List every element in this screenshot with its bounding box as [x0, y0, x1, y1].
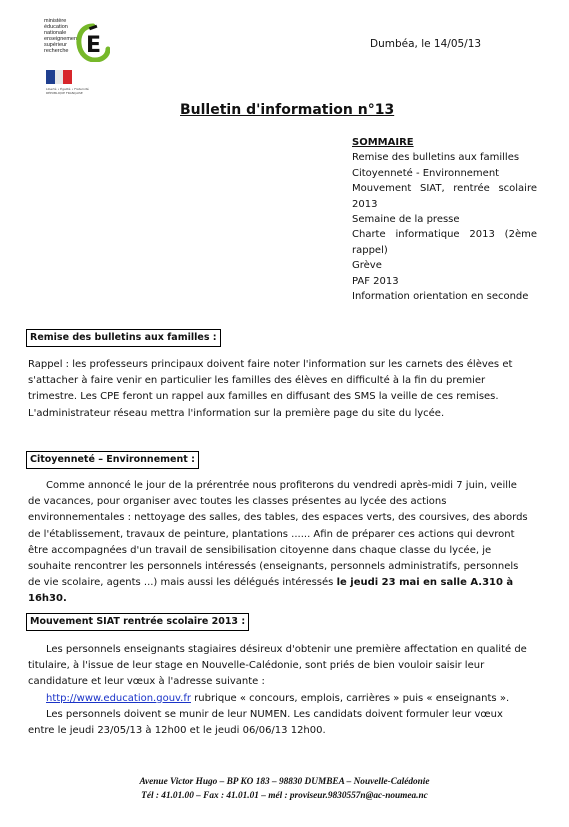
text-line: Rappel : les professeurs principaux doivent faire noter l'information sur les carnets des élèves et [28, 359, 513, 370]
meeting-date-highlight: le jeudi 23 mai en salle A.310 à [336, 577, 514, 589]
toc-item: Mouvement SIAT, rentrée scolaire 2013 [352, 183, 537, 210]
toc-item: Charte informatique 2013 (2ème rappel) [352, 229, 537, 256]
section-body-citizenship [28, 478, 553, 608]
text-segment: de vie scolaire, agents ...) mais aussi les délégués intéressés [28, 577, 334, 589]
text-line: de l'établissement, travaux de peinture, plantations ...... Afin de préparer ces actions qui devront [28, 528, 515, 540]
toc-item: Semaine de la presse [352, 214, 460, 226]
toc-item: Information orientation en seconde [352, 291, 529, 303]
text-line: candidature et leur vœux à l'adresse suivante : [28, 676, 265, 688]
text-line: Les personnels enseignants stagiaires désireux d'obtenir une première affectation en qualité de [46, 644, 527, 655]
text-line: de vacances, pour organiser avec toutes les classes présentes au lycée des actions [28, 496, 447, 508]
logo-line: éducation [44, 24, 68, 30]
flag-caption [46, 87, 89, 95]
toc-item: Remise des bulletins aux familles [352, 152, 520, 164]
logo-line: recherche [44, 48, 69, 54]
text-line: s'attacher à faire venir en particulier les familles des élèves en difficulté à la fin du premier [28, 375, 486, 387]
toc-item: Citoyenneté - Environnement [352, 167, 500, 179]
text-line: 16h30. [28, 593, 67, 605]
text-line-with-highlight [28, 575, 553, 591]
logo-line: ministère [44, 18, 67, 24]
footer-address: Avenue Victor Hugo – BP KO 183 – 98830 DUMBEA – Nouvelle-Calédonie [139, 777, 430, 787]
logo-line: enseignement [44, 36, 79, 42]
text-line: Comme annoncé le jour de la prérentrée nous profiterons du vendredi après-midi 7 juin, veille [46, 480, 517, 491]
section-body-siat [28, 642, 553, 739]
text-line: L'administrateur réseau mettra l'information sur la première page du site du lycée. [28, 407, 445, 419]
education-gouv-link[interactable]: http://www.education.gouv.fr [46, 692, 191, 704]
text-line: souhaite rencontrer les personnels intéressés (enseignants, personnels administratifs, personnels [28, 561, 519, 573]
ministry-e-logo-icon [76, 20, 110, 62]
document-date: Dumbéa, le 14/05/13 [370, 38, 482, 50]
section-heading-siat: Mouvement SIAT rentrée scolaire 2013 : [26, 613, 249, 631]
text-line-with-link [28, 691, 553, 707]
table-of-contents [352, 135, 537, 304]
toc-item: PAF 2013 [352, 275, 399, 287]
link-suffix-text: rubrique « concours, emplois, carrières » puis « enseignants ». [191, 692, 510, 704]
text-line: Les personnels doivent se munir de leur NUMEN. Les candidats doivent formuler leur vœux [46, 708, 503, 720]
section-heading-bulletins: Remise des bulletins aux familles : [26, 329, 221, 347]
section-body-bulletins [28, 357, 548, 422]
section-heading-citizenship: Citoyenneté – Environnement : [26, 451, 199, 469]
toc-item: Grève [352, 260, 382, 272]
republic-caption: Liberté • Égalité • Fraternité RÉPUBLIQUE FRANÇAISE [46, 87, 89, 95]
text-line: trimestre. Les CPE feront un rappel aux familles en diffusant des SMS la veille de ces remises. [28, 391, 499, 403]
logo-line: nationale [44, 30, 67, 36]
bulletin-title: Bulletin d'information n°13 [180, 102, 395, 118]
logo-line: supérieur [44, 42, 67, 48]
svg-text:E: E [86, 33, 102, 58]
logo-wordmark [44, 18, 79, 54]
footer-contact: Tél : 41.01.00 – Fax : 41.01.01 – mél : proviseur.9830557n@ac-noumea.nc [141, 791, 428, 801]
text-line: titulaire, à l'issue de leur stage en Nouvelle-Calédonie, sont priés de bien vouloir saisir leur [28, 660, 485, 672]
ministry-logo [44, 18, 114, 98]
republic-flag-icon [46, 70, 72, 84]
text-line: environnementales : nettoyage des salles, des tables, des espaces verts, des coursives, des abords [28, 512, 528, 524]
text-line: être accompagnées d'un travail de sensibilisation citoyenne dans chaque classe du lycée, je [28, 544, 492, 556]
toc-heading: SOMMAIRE [352, 137, 414, 148]
text-line: entre le jeudi 23/05/13 à 12h00 et le jeudi 06/06/13 12h00. [28, 725, 326, 737]
